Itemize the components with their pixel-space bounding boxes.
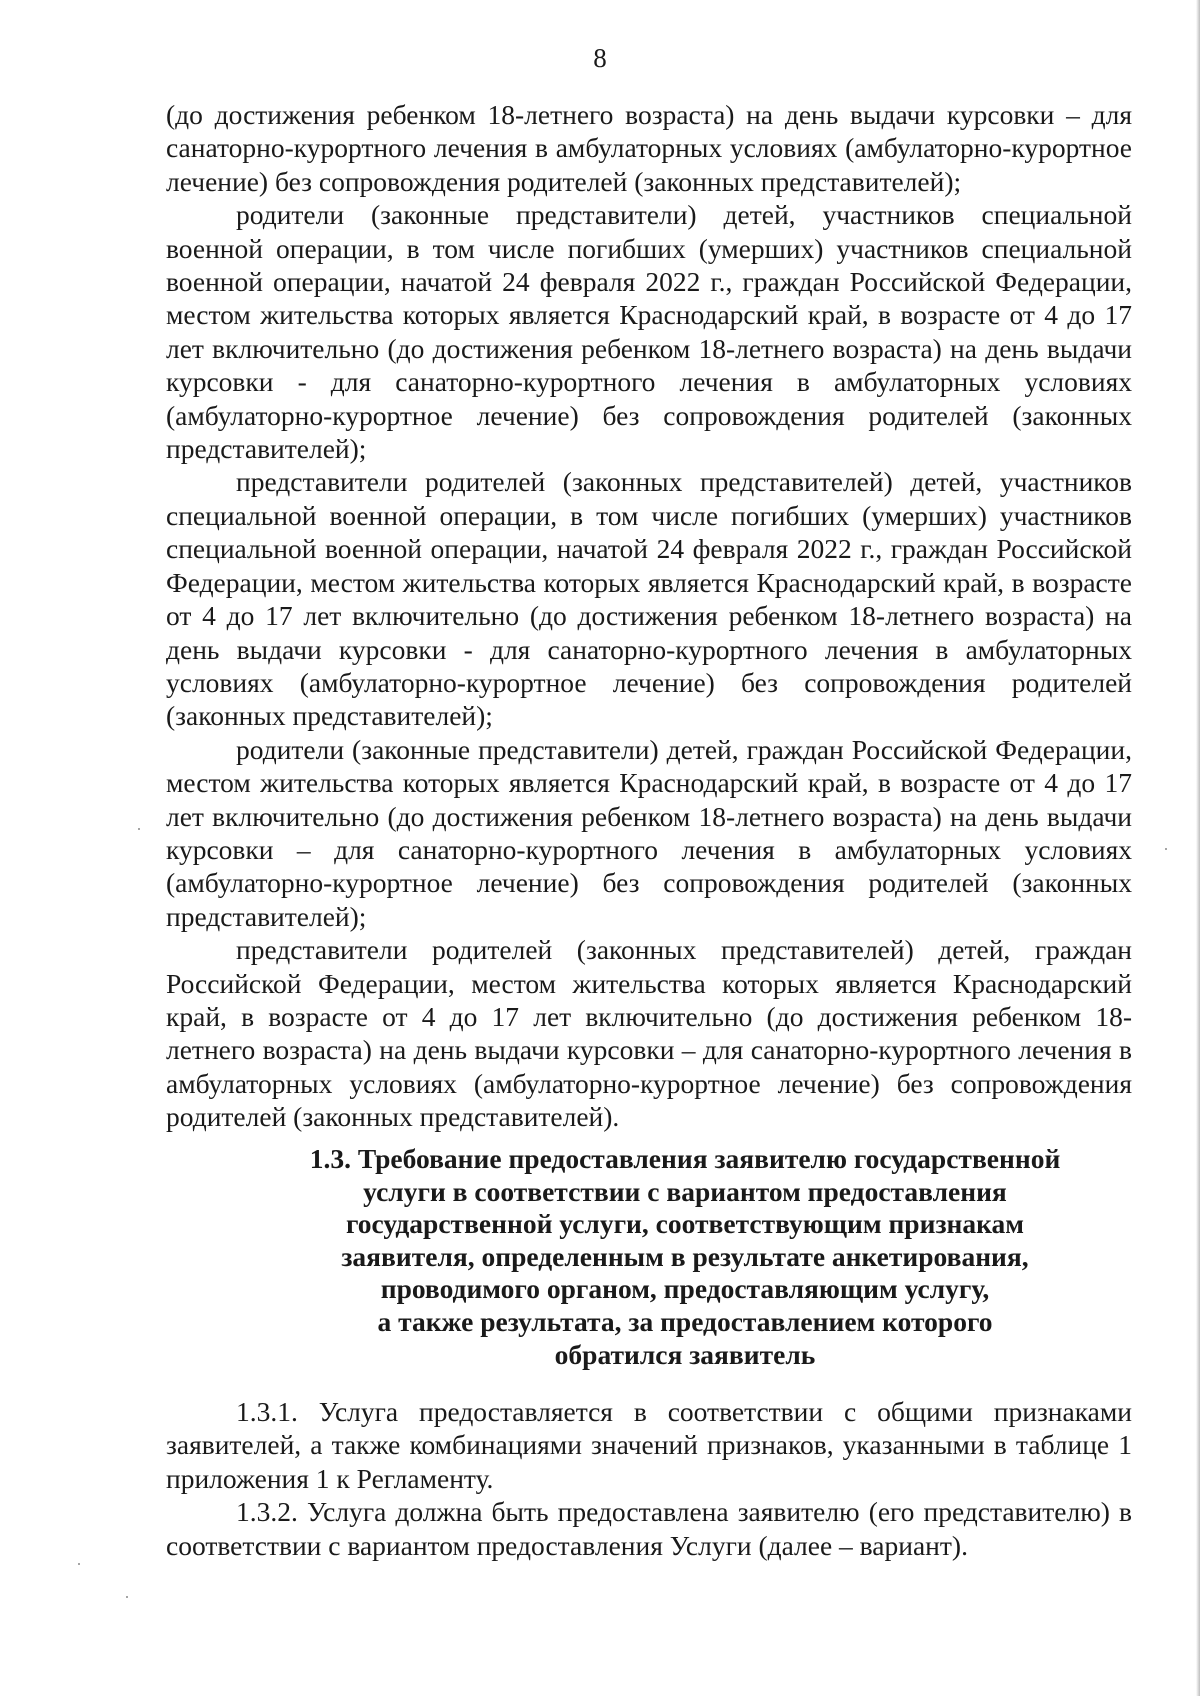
section-heading-line: обратился заявитель bbox=[554, 1338, 816, 1370]
section-body bbox=[166, 1395, 1132, 1562]
section-heading-line: а также результата, за предоставлением которого bbox=[377, 1305, 993, 1337]
section-heading-line: услуги в соответствии с вариантом предоставления bbox=[363, 1175, 1007, 1207]
scan-speck bbox=[138, 828, 140, 830]
section-heading-line: государственной услуги, соответствующим признакам bbox=[345, 1208, 1025, 1240]
page-number: 8 bbox=[593, 43, 607, 73]
section-heading-line: заявителя, определенным в результате анкетирования, bbox=[341, 1240, 1029, 1272]
section-heading-line: проводимого органом, предоставляющим услугу, bbox=[380, 1273, 990, 1305]
section-heading-line: 1.3. Требование предоставления заявителю государственной bbox=[309, 1143, 1061, 1174]
scan-speck bbox=[1165, 848, 1167, 850]
section-heading bbox=[166, 1143, 1132, 1371]
paragraph-1-3-2: 1.3.2. Услуга должна быть предоставлена заявителю (его представителю) в соответствии с вариантом предоставления Услуги (далее – вариант). bbox=[166, 1496, 1132, 1561]
paragraph-svo-parents-representatives: представители родителей (законных представителей) детей, участников специальной военной операции, в том числе погибших (умерших) участников специальной военной операции, начатой 24 февраля 2022 г., граждан Российской Федерации, местом жительства которых является Краснодарский край, в возрасте от 4 до 17 лет включительно (до достижения ребенком 18-летнего возраста) на день выдачи курсовки - для санаторно-курортного лечения в амбулаторных условиях (амбулаторно-курортное лечение) без сопровождения родителей (законных представителей); bbox=[166, 466, 1132, 732]
scan-speck bbox=[78, 1563, 80, 1565]
scan-edge-shadow bbox=[1196, 0, 1200, 1696]
document-body bbox=[166, 98, 1132, 1134]
paragraph-continuation: (до достижения ребенком 18-летнего возраста) на день выдачи курсовки – для санаторно-курортного лечения в амбулаторных условиях (амбулаторно-курортное лечение) без сопровождения родителей (законных представителей); bbox=[166, 99, 1132, 197]
paragraph-citizens-parents-representatives: представители родителей (законных представителей) детей, граждан Российской Федерации, местом жительства которых является Краснодарский край, в возрасте от 4 до 17 лет включительно (до достижения ребенком 18-летнего возраста) на день выдачи курсовки – для санаторно-курортного лечения в амбулаторных условиях (амбулаторно-курортное лечение) без сопровождения родителей (законных представителей). bbox=[166, 934, 1132, 1133]
paragraph-1-3-1: 1.3.1. Услуга предоставляется в соответствии с общими признаками заявителей, а также комбинациями значений признаков, указанными в таблице 1 приложения 1 к Регламенту. bbox=[166, 1396, 1132, 1494]
scan-speck bbox=[126, 1596, 128, 1598]
paragraph-svo-parents: родители (законные представители) детей, участников специальной военной операции, в том числе погибших (умерших) участников специальной военной операции, начатой 24 февраля 2022 г., граждан Российской Федерации, местом жительства которых является Краснодарский край, в возрасте от 4 до 17 лет включительно (до достижения ребенком 18-летнего возраста) на день выдачи курсовки - для санаторно-курортного лечения в амбулаторных условиях (амбулаторно-курортное лечение) без сопровождения родителей (законных представителей); bbox=[166, 199, 1132, 465]
paragraph-citizens-parents: родители (законные представители) детей, граждан Российской Федерации, местом жительства которых является Краснодарский край, в возрасте от 4 до 17 лет включительно (до достижения ребенком 18-летнего возраста) на день выдачи курсовки – для санаторно-курортного лечения в амбулаторных условиях (амбулаторно-курортное лечение) без сопровождения родителей (законных представителей); bbox=[166, 733, 1132, 932]
